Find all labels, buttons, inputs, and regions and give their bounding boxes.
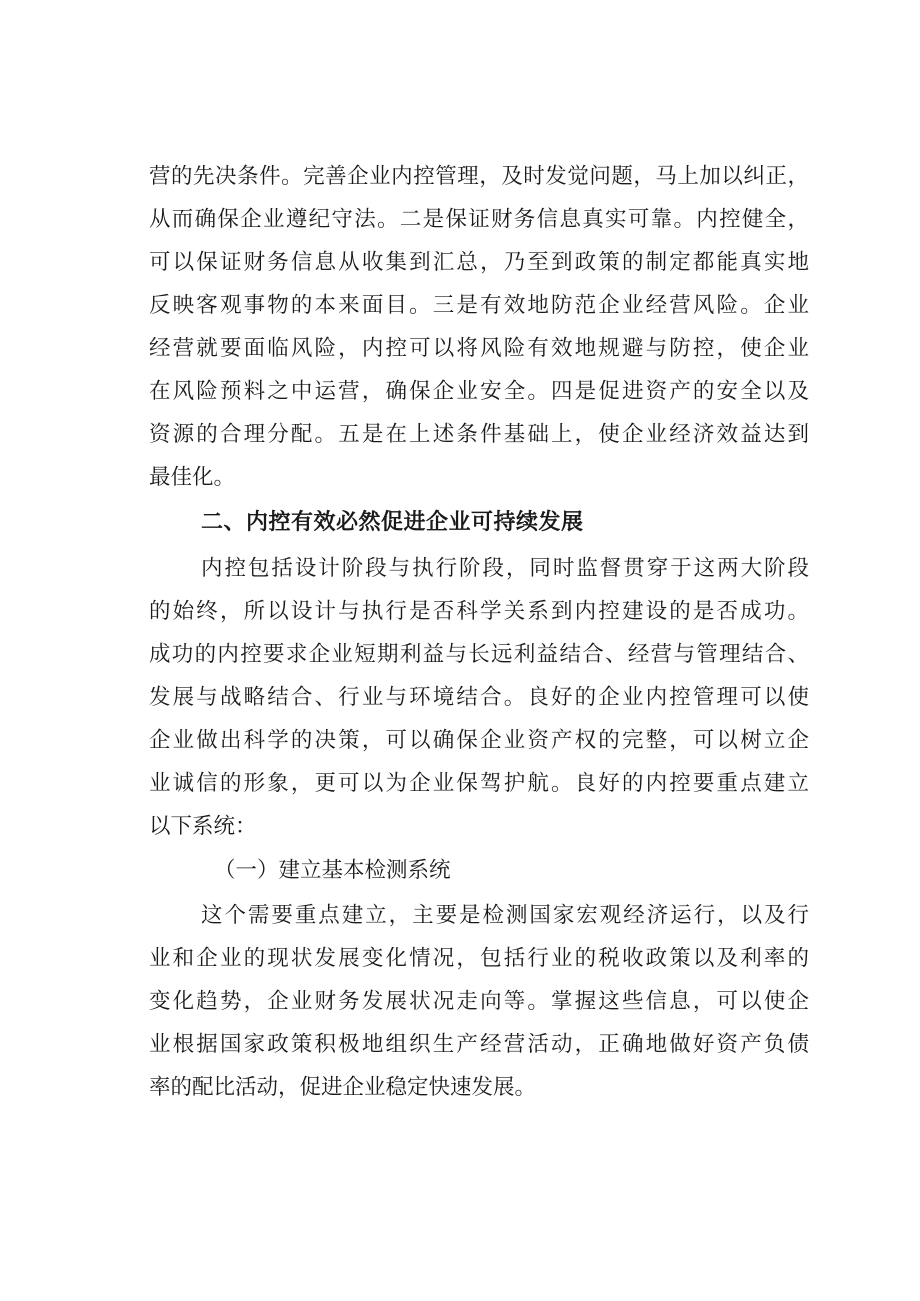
paragraph-line: 以下系统： [149, 814, 257, 839]
paragraph-line: 变化趋势，企业财务发展状况走向等。掌握这些信息，可以使企 [149, 989, 809, 1014]
paragraph-line: 从而确保企业遵纪守法。二是保证财务信息真实可靠。内控健全， [149, 207, 809, 232]
paragraph-line: 发展与战略结合、行业与环境结合。良好的企业内控管理可以使 [149, 685, 809, 710]
paragraph-line: 反映客观事物的本来面目。三是有效地防范企业经营风险。企业 [149, 293, 809, 318]
paragraph-line: 可以保证财务信息从收集到汇总，乃至到政策的制定都能真实地 [149, 250, 809, 275]
section-heading: 二、内控有效必然促进企业可持续发展 [201, 510, 584, 535]
paragraph-line: 成功的内控要求企业短期利益与长远利益结合、经营与管理结合、 [149, 642, 809, 667]
paragraph-line: 企业做出科学的决策，可以确保企业资产权的完整，可以树立企 [149, 728, 809, 753]
paragraph-line: 业和企业的现状发展变化情况，包括行业的税收政策以及利率的 [149, 946, 809, 971]
paragraph-line: 内控包括设计阶段与执行阶段，同时监督贯穿于这两大阶段 [201, 556, 809, 581]
paragraph-line: 这个需要重点建立，主要是检测国家宏观经济运行，以及行 [201, 903, 809, 928]
paragraph-line: 资源的合理分配。五是在上述条件基础上，使企业经济效益达到 [149, 422, 809, 447]
paragraph-line: 的始终，所以设计与执行是否科学关系到内控建设的是否成功。 [149, 599, 809, 624]
paragraph-line: 业根据国家政策积极地组织生产经营活动，正确地做好资产负债 [149, 1032, 809, 1057]
paragraph-line: 率的配比活动，促进企业稳定快速发展。 [149, 1075, 537, 1100]
paragraph-line: 业诚信的形象，更可以为企业保驾护航。良好的内控要重点建立 [149, 771, 809, 796]
paragraph-line: 经营就要面临风险，内控可以将风险有效地规避与防控，使企业 [149, 336, 809, 361]
paragraph-line: 营的先决条件。完善企业内控管理，及时发觉问题，马上加以纠正， [149, 164, 809, 189]
paragraph-line: 在风险预料之中运营，确保企业安全。四是促进资产的安全以及 [149, 379, 809, 404]
subsection-heading: （一）建立基本检测系统 [214, 858, 451, 883]
paragraph-line: 最佳化。 [149, 465, 236, 490]
